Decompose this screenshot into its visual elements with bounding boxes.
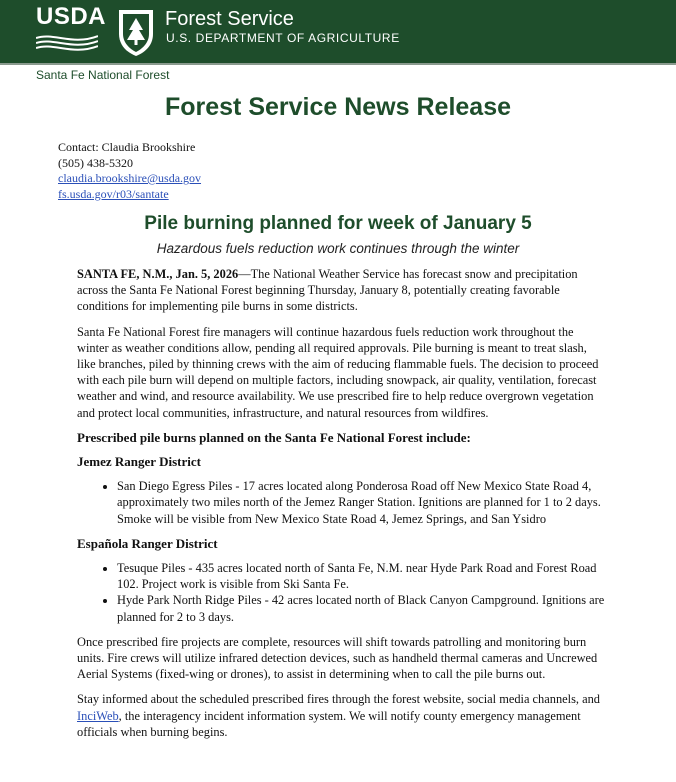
service-name: Forest Service xyxy=(165,8,294,30)
paragraph-4-text-b: , the interagency incident information system. We will notify county emergency management officials when burning begins. xyxy=(77,708,581,739)
paragraph-2: Santa Fe National Forest fire managers will continue hazardous fuels reduction work throughout the winter as weather conditions allow, pending all required approvals. Pile burning is meant to treat slash, like branches, piled by thinning crews with the aim of reducing flammable fuels. The decision to proceed with each pile burn will depend on multiple factors, including snowpack, air quality, ventilation, forecast weather and wind, and resource availability. We use prescribed fire to help reduce overgrown vegetation and protect local communities, infrastructure, and natural resources from wildfires. xyxy=(77,324,599,420)
forest-name: Santa Fe National Forest xyxy=(36,68,170,82)
department-name: U.S. DEPARTMENT OF AGRICULTURE xyxy=(166,31,400,45)
contact-block xyxy=(58,140,201,202)
espanola-burn-list xyxy=(77,560,605,625)
usda-logo[interactable] xyxy=(36,5,106,52)
district-heading-espanola: Española Ranger District xyxy=(77,535,218,551)
contact-phone: (505) 438-5320 xyxy=(58,155,133,170)
burn-list-heading: Prescribed pile burns planned on the Santa Fe National Forest include: xyxy=(77,429,471,445)
article-body xyxy=(77,266,605,749)
paragraph-1-text: —The National Weather Service has forecast snow and precipitation across the Santa Fe National Forest beginning Thursday, January 8, potentially creating favorable conditions for implementing pile burns in some districts. xyxy=(77,267,578,314)
forest-website-link[interactable]: fs.usda.gov/r03/santate xyxy=(58,186,169,201)
paragraph-3: Once prescribed fire projects are complete, resources will shift towards patrolling and monitoring burn units. Fire crews will utilize infrared detection devices, such as handheld thermal cameras and Uncrewed Aerial Systems (fixed-wing or drones), to assist in determining when to call the pile burns out. xyxy=(77,634,598,682)
list-item: • Tesuque Piles - 435 acres located north of Santa Fe, N.M. near Hyde Park Road and Forest Road 102. Project work is visible from Ski Santa Fe. xyxy=(117,560,605,592)
paragraph-4-text-a: Stay informed about the scheduled prescribed fires through the forest website, social media channels, and xyxy=(77,692,600,707)
dateline: SANTA FE, N.M., Jan. 5, 2026 xyxy=(77,267,239,281)
page-title: Forest Service News Release xyxy=(164,93,512,121)
header-banner xyxy=(0,0,676,63)
contact-email-link[interactable]: claudia.brookshire@usda.gov xyxy=(58,171,202,185)
list-item: • San Diego Egress Piles - 17 acres located along Ponderosa Road off New Mexico State Road 4, approximately two miles north of the Jemez Ranger Station. Ignitions are planned for 1 to 2 days. Smoke will be visible from New Mexico State Road 4, Jemez Springs, and San Ysidro xyxy=(117,478,605,527)
jemez-burn-list xyxy=(77,478,605,527)
usda-wave-icon xyxy=(36,32,98,52)
article-subheadline: Hazardous fuels reduction work continues through the winter xyxy=(156,241,520,256)
paragraph-1 xyxy=(77,266,605,315)
header-divider xyxy=(0,63,676,65)
list-item: • Hyde Park North Ridge Piles - 42 acres located north of Black Canyon Campground. Ignitions are planned for 2 to 3 days. xyxy=(117,592,605,624)
district-heading-jemez: Jemez Ranger District xyxy=(77,454,201,470)
paragraph-4 xyxy=(77,691,605,740)
contact-name: Contact: Claudia Brookshire xyxy=(58,140,196,154)
inciweb-link[interactable]: InciWeb xyxy=(77,708,119,723)
usda-logo-text: USDA xyxy=(36,3,107,30)
article-headline: Pile burning planned for week of January 5 xyxy=(144,213,532,234)
forest-service-shield-icon xyxy=(116,6,156,58)
